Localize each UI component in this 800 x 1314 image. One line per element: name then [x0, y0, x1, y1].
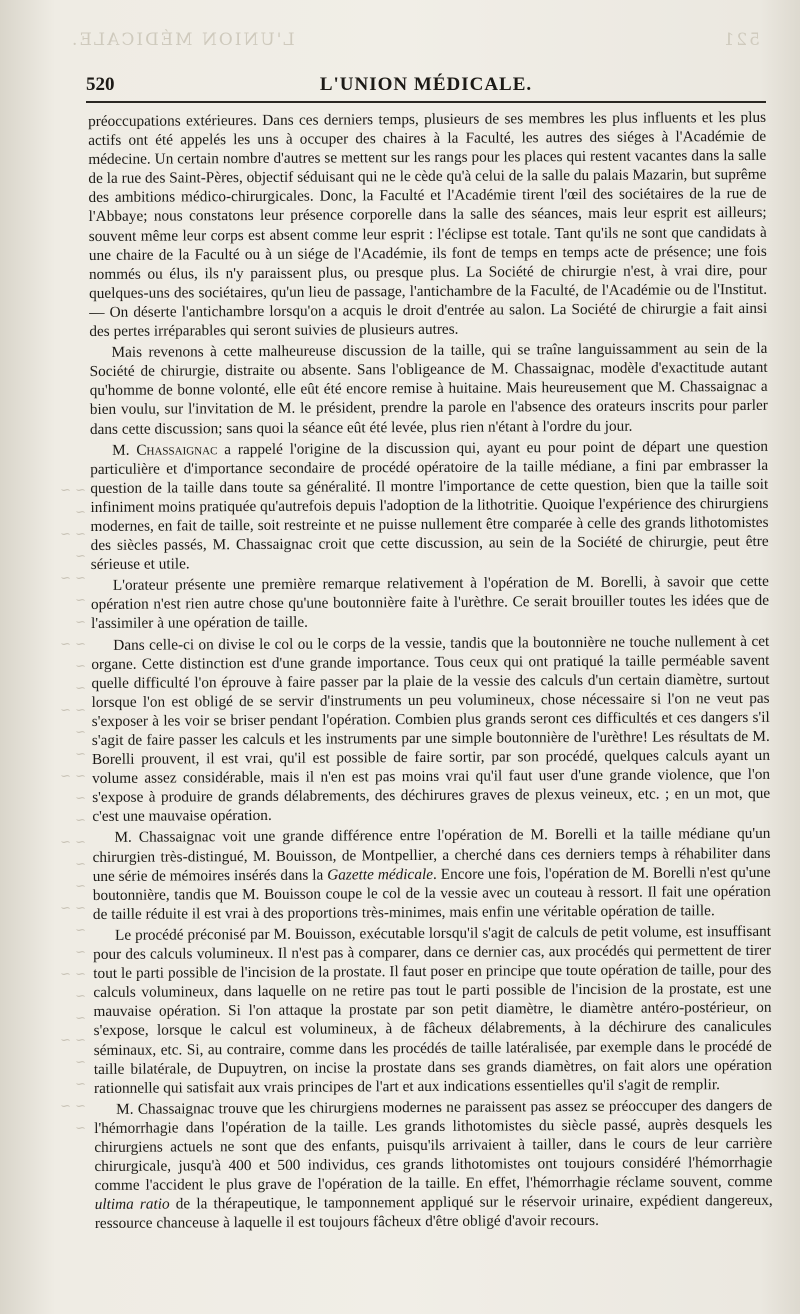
paragraph-text: préoccupations extérieures. Dans ces derniers temps, plusieurs de ses membres les plus influents et les plus actifs ont été appelés les uns à occuper des chaires à la Faculté, les autres des siéges à l'Académie de médecine. Un certain nombre d'autres se mettent sur les rangs pour les places qui restent vacantes dans la salle de la rue des Saint-Pères, objectif séduisant qui ne le cède qu'à celui de la salle du palais Mazarin, but suprême des ambitions médico-chirurgicales. Donc, la Faculté et l'Académie tirent l'œil des sociétaires de la rue de l'Abbaye; nous constatons leur présence corporelle dans la salle des séances, mais leur esprit est ailleurs; souvent même leur corps est absent comme leur esprit : l'éclipse est totale. Tant qu'ils ne sont que candidats à une chaire de la Faculté ou à un siége de l'Académie, ils font de temps en temps acte de présence; une fois nommés ou élus, ils n'y paraissent plus, ou presque plus. La Société de chirurgie n'est, à vrai dire, pour quelques-uns des sociétaires, qu'un lieu de passage, l'antichambre de la Faculté, de l'Académie ou de l'Institut. — On déserte l'antichambre lorsqu'on a acquis le droit d'entrée au salon. La Société de chirurgie a fait ainsi des pertes irréparables qui seront suivies de plusieurs autres. — [88, 108, 768, 341]
paragraph-text: Mais revenons à cette malheureuse discussion de la taille, qui se traîne languissamment au sein de la Société de chirurgie, distraite ou absente. Sans l'obligeance de M. Chassaignac, modèle d'exactitude autant qu'homme de bonne volonté, elle eût été encore remise à huitaine. Mais heureusement que M. Chassaignac a bien voulu, sur l'invitation de M. le président, prendre la parole en l'absence des orateurs inscrits pour parler dans cette discussion; sans quoi la séance eût été levée, plus rien n'étant à l'ordre du jour. — [89, 339, 768, 438]
bleed-through-running-title: L'UNION MÉDICALE. — [70, 30, 295, 50]
paragraph-text-continued: . Encore une fois, l'opération de M. Borelli n'est qu'une boutonnière, tandis que M. Bouisson coupe le col de la vessie avec un couteau à ressort. Il fait une opération de taille réduite il est vrai à des proportions très-minimes, mais enfin une véritable opération de taille. — [92, 863, 771, 923]
paragraph-text-continued: de la thérapeutique, le tamponnement appliqué sur le réservoir urinaire, expédient dangereux, ressource chanceuse à laquelle il est toujours fâcheux d'être obligé d'avoir recours. — [94, 1192, 773, 1233]
paragraph — [89, 339, 768, 439]
paragraph-text: M. Chassaignac trouve que les chirurgiens modernes ne paraissent pas assez se préoccuper des dangers de l'hémorrhagie dans l'opération de la taille. Les grands lithotomistes du siècle passé, auprès desquels les chirurgiens actuels ne sont que des enfants, puisqu'ils arrivaient à tailler, dans le cours de leur carrière chirurgicale, jusqu'à 400 et 500 individus, ces grands lithotomistes ont toujours considéré l'hémorrhagie comme l'accident le plus grave de l'opération de la taille. En effet, l'hémorrhagie réclame souvent, comme — [94, 1096, 773, 1195]
paragraph-text-continued: a rappelé l'origine de la discussion qui, ayant eu pour point de départ une question particulière et d'importance secondaire de procédé opératoire de la taille médiane, a fini par embrasser la question de la taille dans toute sa généralité. Il montre l'importance de cette question, bien que la taille soit infiniment moins pratiquée qu'autrefois depuis l'adoption de la lithotritie. Quoique l'expérience des chirurgiens modernes, en fait de taille, soit restreinte et ne puisse nullement être comparée à celle des grands lithotomistes des siècles passés, M. Chassaignac croit que cette discussion, au sein de la Société de chirurgie, peut être sérieuse et utile. — [90, 437, 769, 574]
latin-phrase: ultima ratio — [94, 1195, 170, 1214]
header-rule — [86, 101, 766, 103]
margin-bleed-through: ~ ~ ~ ~ ~ ~ ~ ~ ~ ~ ~ ~ ~ ~ ~ ~ ~ ~ ~ ~ ~ ~ ~ ~ ~ ~ ~ ~ ~ ~ ~ ~ ~ ~ ~ ~ ~ ~ ~ ~ ~ — [60, 483, 86, 1136]
running-title: L'UNION MÉDICALE. — [319, 74, 533, 95]
paragraph-text: M. — [112, 441, 137, 459]
journal-title: Gazette médicale — [327, 865, 434, 884]
paragraph — [93, 922, 772, 1098]
paragraph — [90, 436, 769, 574]
paragraph-text: Le procédé préconisé par M. Bouisson, exécutable lorsqu'il s'agit de calculs de petit volume, est insuffisant pour des calculs volumineux. Il n'est pas à comparer, dans ce dernier cas, aux procédés qui permettent de tirer tout le parti possible de l'incision de la prostate. Il faut poser en principe que toute opération de taille, pour des calculs volumineux, dans laquelle on ne retire pas tout le parti possible de l'incision de la prostate, est une mauvaise opération. Si l'on attaque la prostate par son petit diamètre, le diamètre antéro-postérieur, on s'expose, lorsque le calcul est volumineux, à de fâcheux délabrements, à la déchirure des canalicules séminaux, etc. Si, au contraire, comme dans les procédés de taille latéralisée, par exemple dans le procédé de taille bilatérale, de Dupuytren, on incise la prostate dans ses grands diamètres, on fait alors une opération rationnelle qui satisfait aux vrais principes de l'art et aux indications essentielles qu'il s'agit de remplir. — [93, 922, 772, 1097]
bleed-through-page-number: 521 — [721, 30, 760, 50]
paragraph — [92, 824, 771, 924]
paragraph-text: Dans celle-ci on divise le col ou le corps de la vessie, tandis que la boutonnière ne touche nullement à cet organe. Cette distinction est d'une grande importance. Tous ceux qui ont pratiqué la taille perméable savent quelle difficulté l'on éprouve à faire passer par la plaie de la vessie des calculs d'un certain diamètre, surtout lorsque l'on est obligé de se servir d'instruments un peu volumineux, chose nécessaire si l'on ne veut pas s'exposer à les voir se briser pendant l'opération. Combien plus grands seront ces difficultés et ces dangers s'il s'agit de faire passer les calculs et les instruments par une simple boutonnière de l'urèthre! Les résultats de M. Borelli prouvent, il est vrai, qu'il est possible de faire sortir, par son procédé, quelques calculs ayant un volume assez considérable, mais il n'en est pas moins vrai qu'il faut user d'une grande violence, que l'on s'expose à produire de grands délabrements, des déchirures graves de plexus veineux, etc. ; en un mot, que c'est une mauvaise opération. — [91, 632, 771, 826]
speaker-name: Chassaignac — [136, 440, 218, 459]
article-body — [88, 108, 773, 1236]
paragraph — [94, 1096, 773, 1234]
paragraph-text: M. Chassaignac voit une grande différence entre l'opération de M. Borelli et la taille médiane qu'un chirurgien très-distingué, M. Bouisson, de Montpellier, a cherché dans ces derniers temps à réhabiliter dans une série de mémoires insérés dans la — [92, 825, 771, 885]
paragraph-text: L'orateur présente une première remarque relativement à l'opération de M. Borelli, à savoir que cette opération n'est rien autre chose qu'une boutonnière faite à l'urèthre. Ce serait brouiller toutes les idées que de l'assimiler à une opération de taille. — [90, 573, 770, 633]
running-header — [86, 74, 766, 100]
page-number: 520 — [86, 74, 115, 95]
paragraph — [91, 572, 769, 633]
paragraph — [91, 631, 770, 826]
paragraph — [88, 108, 767, 341]
bleed-through-header — [70, 30, 760, 50]
